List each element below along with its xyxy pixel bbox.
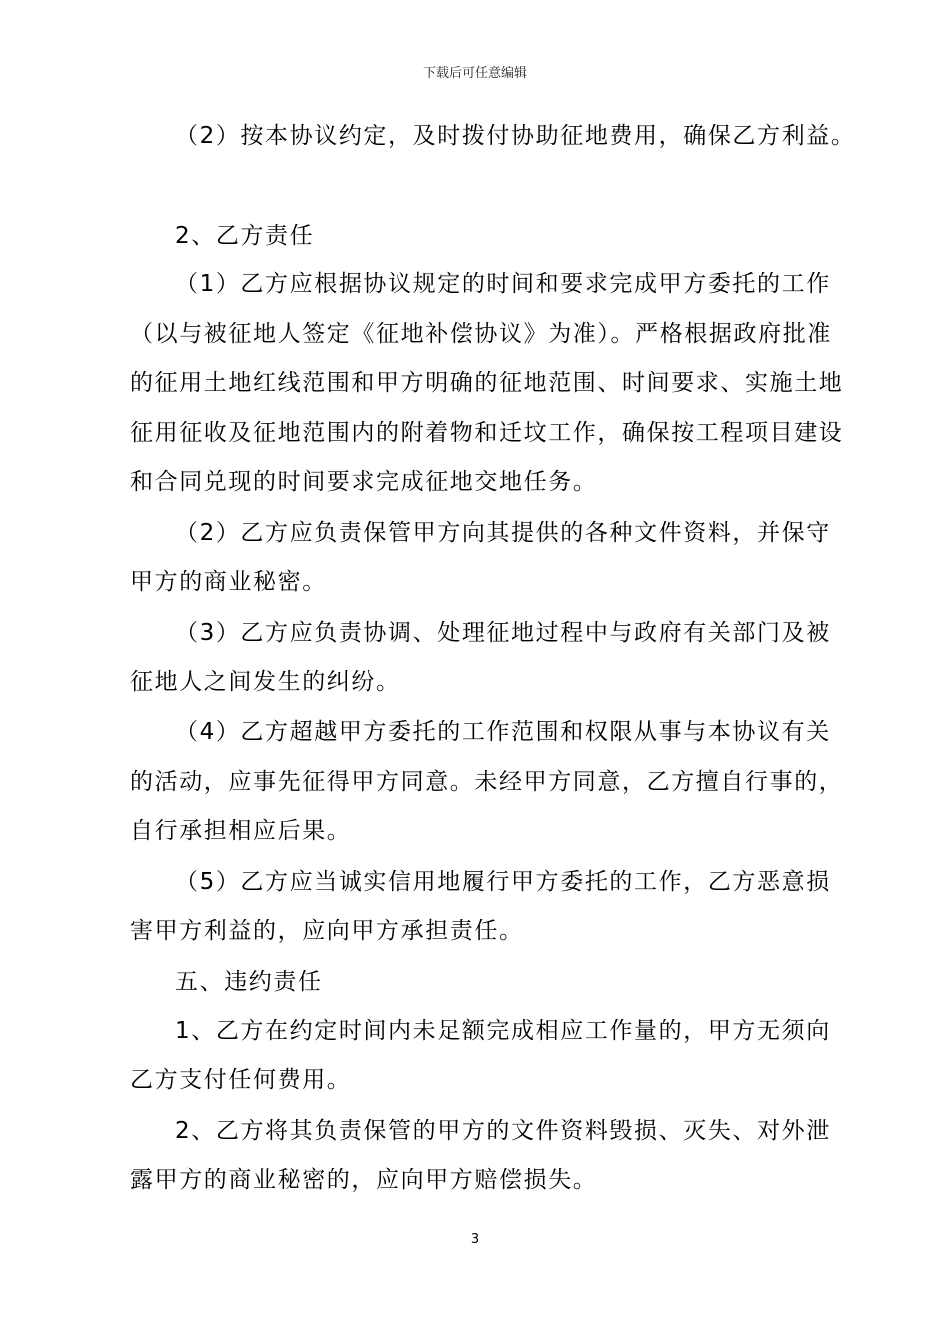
paragraph-line: （2）乙方应负责保管甲方向其提供的各种文件资料，并保守 — [175, 520, 831, 546]
paragraph-line: 的征用土地红线范围和甲方明确的征地范围、时间要求、实施土地 — [130, 370, 844, 396]
paragraph-line: 2、乙方将其负责保管的甲方的文件资料毁损、灭失、对外泄 — [175, 1118, 831, 1144]
paragraph-line: （4）乙方超越甲方委托的工作范围和权限从事与本协议有关 — [175, 719, 831, 745]
paragraph-line: 害甲方利益的，应向甲方承担责任。 — [130, 918, 524, 944]
paragraph-line: 征地人之间发生的纠纷。 — [130, 669, 401, 695]
page-number: 3 — [470, 1232, 480, 1247]
paragraph-line: 乙方支付任何费用。 — [130, 1067, 352, 1093]
paragraph-line: （以与被征地人签定《征地补偿协议》为准）。严格根据政府批准 — [130, 321, 832, 347]
paragraph-line: （5）乙方应当诚实信用地履行甲方委托的工作，乙方恶意损 — [175, 869, 831, 895]
paragraph-line: 和合同兑现的时间要求完成征地交地任务。 — [130, 469, 598, 495]
paragraph-line: 露甲方的商业秘密的，应向甲方赔偿损失。 — [130, 1167, 598, 1193]
paragraph-line: 1、乙方在约定时间内未足额完成相应工作量的，甲方无须向 — [175, 1018, 831, 1044]
paragraph-line: 征用征收及征地范围内的附着物和迁坟工作，确保按工程项目建设 — [130, 420, 844, 446]
paragraph-line: 自行承担相应后果。 — [130, 818, 352, 844]
paragraph-line: （2）按本协议约定，及时拨付协助征地费用，确保乙方利益。 — [175, 123, 856, 149]
section-heading: 2、乙方责任 — [175, 223, 315, 249]
paragraph-line: 甲方的商业秘密。 — [130, 569, 327, 595]
section-heading: 五、违约责任 — [175, 969, 323, 995]
paragraph-line: （1）乙方应根据协议规定的时间和要求完成甲方委托的工作 — [175, 271, 831, 297]
paragraph-line: 的活动，应事先征得甲方同意。未经甲方同意，乙方擅自行事的， — [130, 769, 844, 795]
paragraph-line: （3）乙方应负责协调、处理征地过程中与政府有关部门及被 — [175, 620, 831, 646]
page-header: 下载后可任意编辑 — [422, 66, 527, 81]
